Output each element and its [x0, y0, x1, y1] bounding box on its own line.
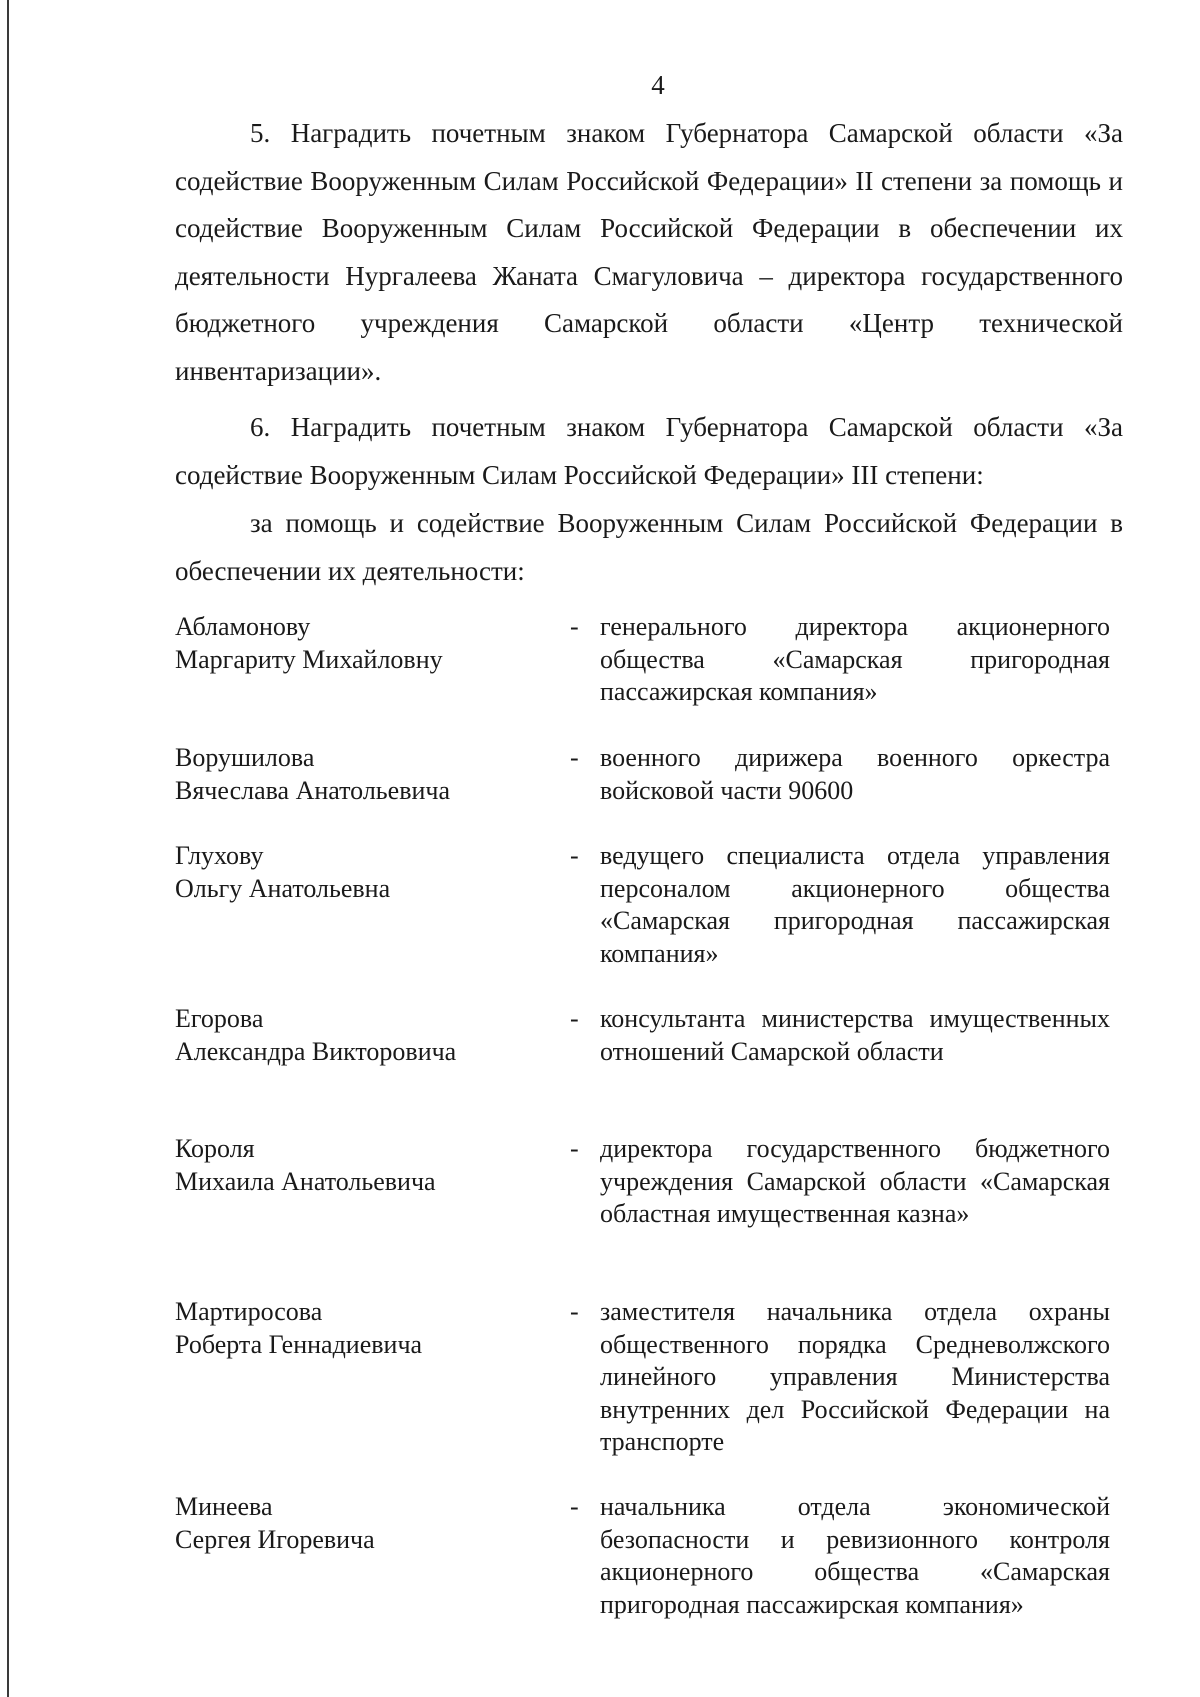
recipient-position: ведущего специалиста отдела управления персоналом акционерного общества «Самарская пригородная пассажирская компания» [600, 841, 1110, 968]
recipient-given-names: Ольгу Анатольевна [175, 873, 391, 903]
recipient-given-names: Роберта Геннадиевича [175, 1329, 423, 1359]
recipient-surname: Мартиросова [175, 1297, 323, 1326]
entry-dash: - [570, 1004, 579, 1033]
recipient-given-names: Михаила Анатольевича [175, 1166, 436, 1196]
recipient-surname: Егорова [175, 1004, 264, 1033]
recipient-surname: Глухову [175, 841, 264, 870]
recipient-position: заместителя начальника отдела охраны общественного порядка Средневолжского линейного управления Министерства внутренних дел Российской Федерации на транспорте [600, 1297, 1110, 1456]
entry-dash: - [570, 1492, 579, 1521]
recipient-position: военного дирижера военного оркестра войсковой части 90600 [600, 743, 1110, 805]
recipient-name [175, 1296, 575, 1361]
entry-dash: - [570, 1297, 579, 1326]
recipient-position: начальника отдела экономической безопасности и ревизионного контроля акционерного общества «Самарская пригородная пассажирская компания» [600, 1492, 1110, 1619]
recipient-name [175, 1133, 575, 1198]
recipient-surname: Минеева [175, 1492, 273, 1521]
recipient-given-names: Вячеслава Анатольевича [175, 775, 451, 805]
entry-dash: - [570, 1134, 579, 1163]
paragraph-6: 6. Наградить почетным знаком Губернатора Самарской области «За содействие Вооруженным Силам Российской Федерации» III степени: [175, 412, 1123, 490]
recipient-position: консультанта министерства имущественных отношений Самарской области [600, 1004, 1110, 1066]
recipient-given-names: Маргариту Михайловну [175, 644, 443, 674]
recipient-name [175, 840, 575, 905]
recipient-position: директора государственного бюджетного учреждения Самарской области «Самарская областная имущественная казна» [600, 1134, 1110, 1228]
paragraph-5: 5. Наградить почетным знаком Губернатора Самарской области «За содействие Вооруженным Силам Российской Федерации» II степени за помощь и содействие Вооруженным Силам Российской Федерации в обеспечении их деятельности Нургалеева Жаната Смагуловича – директора государственного бюджетного учреждения Самарской области «Центр технической инвентаризации». [175, 118, 1123, 386]
entry-dash: - [570, 841, 579, 870]
entry-dash: - [570, 743, 579, 772]
recipient-position: генерального директора акционерного общества «Самарская пригородная пассажирская компания» [600, 612, 1110, 706]
recipient-name [175, 742, 575, 807]
page-number: 4 [651, 70, 665, 100]
recipient-surname: Ворушилова [175, 743, 315, 772]
recipient-name [175, 611, 575, 676]
recipient-surname: Абламонову [175, 612, 311, 641]
scan-edge-line [7, 0, 9, 1697]
entry-dash: - [570, 612, 579, 641]
paragraph-6-intro: за помощь и содействие Вооруженным Силам Российской Федерации в обеспечении их деятельности: [175, 508, 1123, 586]
recipient-given-names: Александра Викторовича [175, 1036, 457, 1066]
recipient-given-names: Сергея Игоревича [175, 1524, 375, 1554]
recipient-name [175, 1491, 575, 1556]
recipient-name [175, 1003, 575, 1068]
recipient-surname: Короля [175, 1134, 255, 1163]
